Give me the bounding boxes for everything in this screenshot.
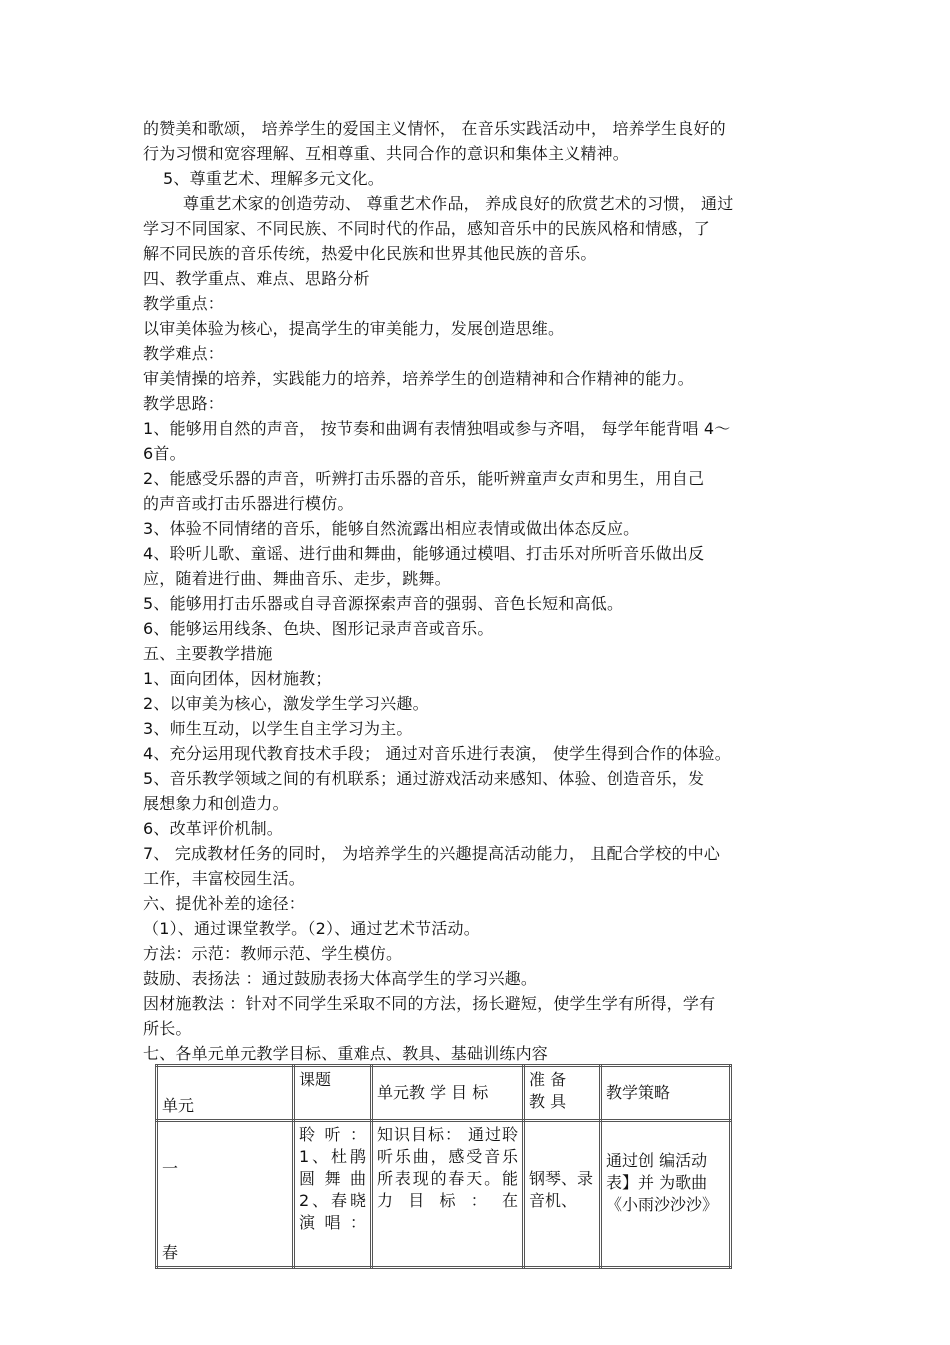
text-line: 展想象力和创造力。	[143, 794, 289, 813]
header-unit	[157, 1066, 294, 1121]
cell-strategy: 通过创 编活动表】并 为歌曲《小雨沙沙沙》	[601, 1121, 731, 1268]
subheading: 教学思路：	[143, 394, 225, 413]
unit-number: 一	[162, 1159, 179, 1178]
table-header-row	[157, 1066, 731, 1121]
text-line: 方法：示范：教师示范、学生模仿。	[143, 944, 403, 963]
unit-plan-table	[155, 1064, 732, 1269]
list-item: 5、能够用打击乐器或自寻音源探索声音的强弱、音色长短和高低。	[143, 594, 624, 613]
list-item: 1、能够用自然的声音， 按节奏和曲调有表情独唱或参与齐唱， 每学年能背唱 4～	[143, 419, 731, 438]
section-heading: 七、各单元单元教学目标、重难点、教具、基础训练内容	[143, 1044, 549, 1063]
list-item: 2、能感受乐器的声音，听辨打击乐器的音乐，能听辨童声女声和男生，用自己	[143, 469, 705, 488]
text-line: 所长。	[143, 1019, 192, 1038]
list-item: 6、能够运用线条、色块、图形记录声音或音乐。	[143, 619, 494, 638]
list-item: 4、聆听儿歌、童谣、进行曲和舞曲，能够通过模唱、打击乐对所听音乐做出反	[143, 544, 705, 563]
text-line: 以审美体验为核心，提高学生的审美能力，发展创造思维。	[143, 319, 565, 338]
text-line: 审美情操的培养，实践能力的培养，培养学生的创造精神和合作精神的能力。	[143, 369, 694, 388]
text-line: 鼓励、表扬法 ：通过鼓励表扬大体高学生的学习兴趣。	[143, 969, 538, 988]
list-item: 4、充分运用现代教育技术手段； 通过对音乐进行表演， 使学生得到合作的体验。	[143, 744, 731, 763]
text-line: 学习不同国家、不同民族、不同时代的作品，感知音乐中的民族风格和情感，了	[143, 219, 711, 238]
section-heading: 四、教学重点、难点、思路分析	[143, 269, 370, 288]
text-line: 的赞美和歌颂， 培养学生的爱国主义情怀， 在音乐实践活动中， 培养学生良好的	[143, 119, 726, 138]
unit-name: 春	[162, 1243, 179, 1262]
list-item: 6、改革评价机制。	[143, 819, 283, 838]
text-line: 应，随着进行曲、舞曲音乐、走步，跳舞。	[143, 569, 451, 588]
header-topic: 课题	[294, 1066, 372, 1121]
text-line: 工作，丰富校园生活。	[143, 869, 306, 888]
text-line: 的声音或打击乐器进行模仿。	[143, 494, 354, 513]
text-line: 6首。	[143, 444, 186, 463]
text-line: 因材施教法 ：针对不同学生采取不同的方法，扬长避短，使学生学有所得，学有	[143, 994, 716, 1013]
list-item: 3、师生互动，以学生自主学习为主。	[143, 719, 413, 738]
cell-topic: 聆听：1、杜鹃圆舞曲 2、春晓演唱：	[294, 1121, 372, 1268]
header-prep	[524, 1066, 601, 1121]
header-prep-line1: 准 备	[529, 1070, 567, 1089]
list-item: 2、以审美为核心，激发学生学习兴趣。	[143, 694, 429, 713]
section-heading: 五、主要教学措施	[143, 644, 273, 663]
header-goal: 单元教 学 目 标	[372, 1066, 524, 1121]
list-item: 7、 完成教材任务的同时， 为培养学生的兴趣提高活动能力， 且配合学校的中心	[143, 844, 721, 863]
cell-prep: 钢琴、录音机、	[524, 1121, 601, 1268]
subheading: 教学难点：	[143, 344, 225, 363]
list-heading: 5、尊重艺术、理解多元文化。	[163, 169, 384, 188]
cell-goal: 知识目标： 通过聆听乐曲，感受音乐所表现的春天。能力目标：在	[372, 1121, 524, 1268]
section-heading: 六、提优补差的途径：	[143, 894, 306, 913]
list-item: 3、体验不同情绪的音乐，能够自然流露出相应表情或做出体态反应。	[143, 519, 640, 538]
list-item: 1、面向团体，因材施教；	[143, 669, 332, 688]
text-line: （1）、通过课堂教学。（2）、通过艺术节活动。	[143, 919, 480, 938]
list-item: 5、音乐教学领域之间的有机联系；通过游戏活动来感知、体验、创造音乐，发	[143, 769, 705, 788]
table-row	[157, 1121, 731, 1268]
text-line: 行为习惯和宽容理解、互相尊重、共同合作的意识和集体主义精神。	[143, 144, 630, 163]
cell-unit	[157, 1121, 294, 1268]
text-line: 尊重艺术家的创造劳动、 尊重艺术作品， 养成良好的欣赏艺术的习惯， 通过	[183, 194, 734, 213]
text-line: 解不同民族的音乐传统，热爱中化民族和世界其他民族的音乐。	[143, 244, 597, 263]
subheading: 教学重点：	[143, 294, 225, 313]
header-unit-label: 单元	[162, 1096, 195, 1115]
header-prep-line2: 教 具	[529, 1092, 567, 1111]
header-strategy: 教学策略	[601, 1066, 731, 1121]
